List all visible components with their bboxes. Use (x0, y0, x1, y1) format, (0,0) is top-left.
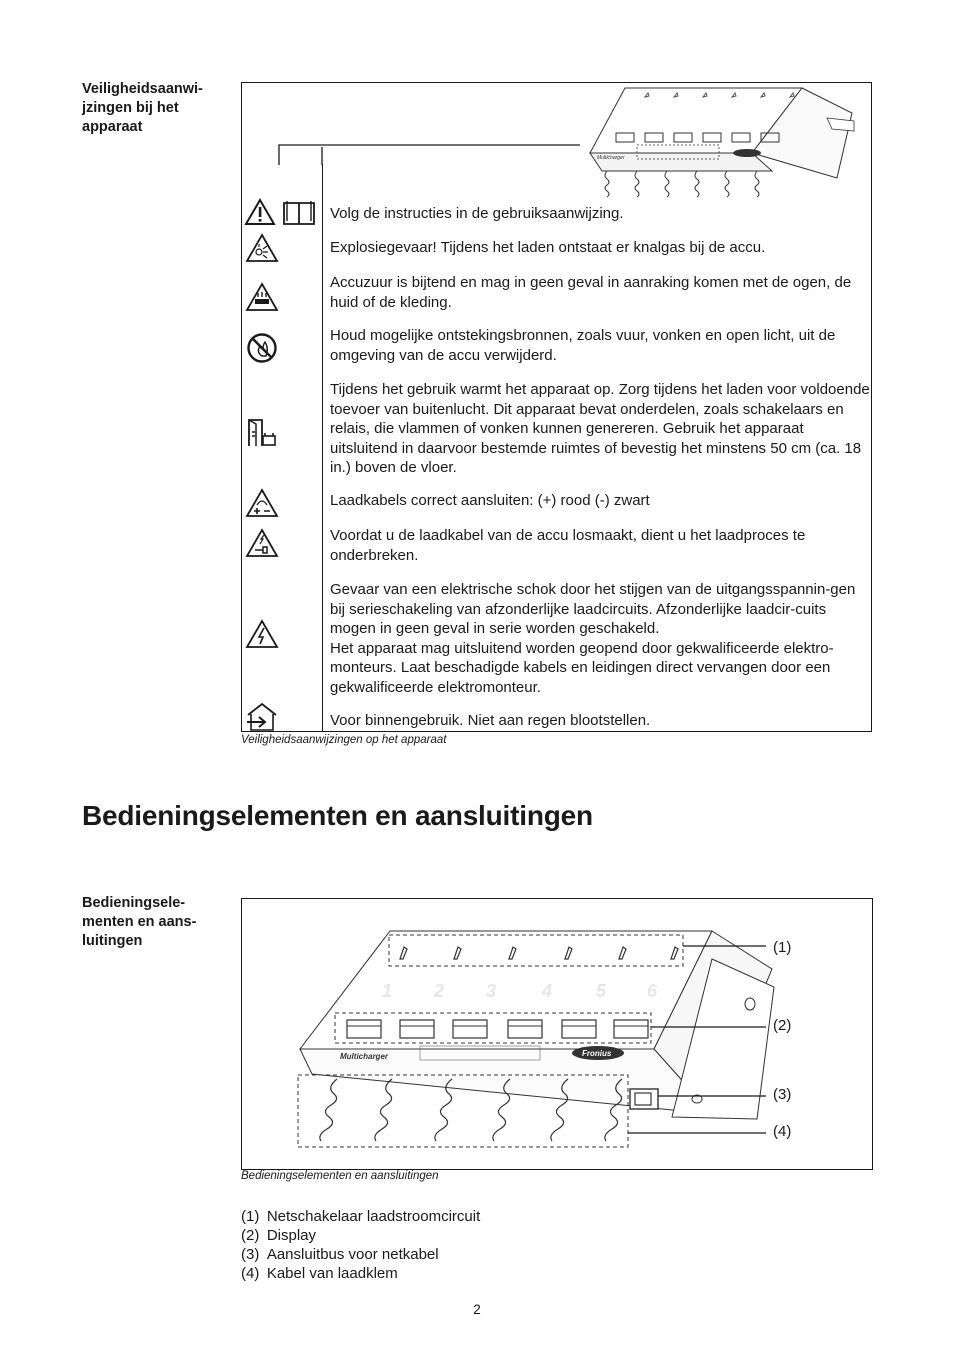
controls-side-heading: Bedieningsele- menten en aans- luitingen (82, 895, 197, 949)
legend-item: (4) Kabel van laadklem (241, 1265, 398, 1282)
section-title: Bedieningselementen en aansluitingen (82, 800, 593, 831)
brand-label: Fronius (582, 1049, 612, 1058)
page-number: 2 (473, 1302, 481, 1317)
polarity-warning-icon (242, 487, 282, 519)
controls-legend (241, 1207, 480, 1283)
svg-text:Multicharger: Multicharger (597, 155, 625, 161)
warning-manual-icon (242, 197, 322, 227)
safety-text-3: Accuzuur is bijtend en mag in geen geval in aanraking komen met de ogen, de huid of de kleding. (330, 274, 852, 311)
slot-number-2: 2 (434, 981, 445, 1001)
safety-text-6: Laadkabels correct aansluiten: (+) rood (-) zwart (330, 492, 650, 509)
callout-4: (4) (773, 1123, 792, 1140)
controls-frame (241, 898, 873, 1170)
legend-item: (2) Display (241, 1227, 317, 1244)
safety-text-8: Gevaar van een elektrische schok door het stijgen van de uitgangsspannin-gen bij serieschakeling van afzonderlijke laadcircuits. Afzonderlijke laadcir-cuits mogen in geen geval in serie worden geschakeld. Het apparaat mag uitsluitend worden geopend door gekwalificeerde elektro-monteurs. Laat beschadigde kabels en leidingen direct vervangen door een gekwalificeerde elektromonteur. (330, 581, 856, 696)
slot-number-1: 1 (382, 981, 393, 1001)
safety-text-1: Volg de instructies in de gebruiksaanwijzing. (330, 205, 624, 222)
mains-socket (630, 1089, 658, 1109)
disconnect-warning-icon (242, 527, 282, 559)
electric-shock-icon (242, 618, 282, 650)
controls-caption: Bedieningselementen en aansluitingen (241, 1170, 439, 1182)
ventilation-icon (242, 416, 282, 448)
safety-text-9: Voor binnengebruik. Niet aan regen blootstellen. (330, 712, 651, 729)
indoor-use-icon (242, 701, 282, 733)
legend-item: (3) Aansluitbus voor netkabel (241, 1246, 439, 1263)
safety-text-7: Voordat u de laadkabel van de accu losmaakt, dient u het laadproces te onderbreken. (330, 527, 806, 564)
no-open-flame-icon (242, 331, 282, 365)
safety-caption: Veiligheidsaanwijzingen op het apparaat (241, 734, 447, 746)
slot-number-4: 4 (542, 981, 553, 1001)
callout-3: (3) (773, 1086, 792, 1103)
leader-line (279, 145, 580, 165)
slot-number-6: 6 (647, 981, 658, 1001)
slot-number-5: 5 (596, 981, 607, 1001)
corrosive-warning-icon (242, 281, 282, 313)
safety-text-4: Houd mogelijke ontstekingsbronnen, zoals vuur, vonken en open licht, uit de omgeving van de accu verwijderd. (330, 327, 836, 364)
safety-frame (241, 82, 872, 732)
device-label: Multicharger (340, 1052, 389, 1061)
slot-number-3: 3 (486, 981, 497, 1001)
icon-column-divider (322, 164, 323, 732)
safety-text-5: Tijdens het gebruik warmt het apparaat op. Zorg tijdens het laden voor voldoende toevoer van buitenlucht. Dit apparaat bevat onderdelen, zoals schakelaars en relais, die vlammen of vonken kunnen genereren. Gebruik het apparaat uitsluitend in daarvoor bestemde ruimtes of bevestig het minstens 50 cm (ca. 18 in.) boven de vloer. (330, 381, 870, 476)
safety-side-heading: Veiligheidsaanwi- jzingen bij het apparaat (82, 81, 203, 135)
explosion-warning-icon (242, 232, 282, 264)
safety-text-2: Explosiegevaar! Tijdens het laden ontstaat er knalgas bij de accu. (330, 239, 766, 256)
callout-1: (1) (773, 939, 792, 956)
device-thumbnail (242, 83, 871, 203)
callout-2: (2) (773, 1017, 792, 1034)
legend-item: (1) Netschakelaar laadstroomcircuit (241, 1208, 481, 1225)
